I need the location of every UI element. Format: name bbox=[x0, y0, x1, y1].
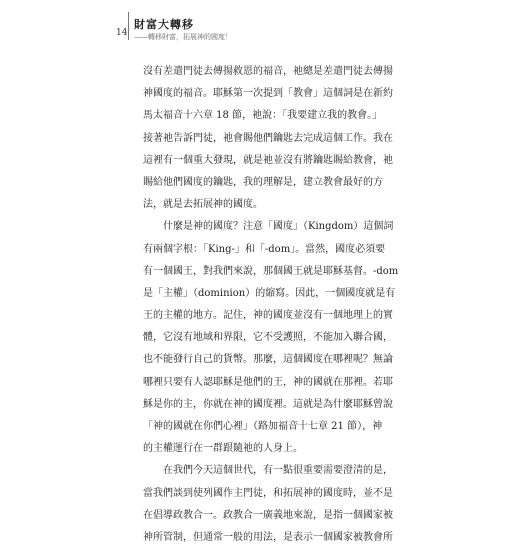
running-head-title: 財富大轉移 bbox=[134, 18, 194, 31]
text-line: 也不能發行自己的貨幣。那麼，這個國度在哪裡呢？無論 bbox=[143, 354, 393, 366]
text-line: 是「主權」（dominion）的縮寫。因此，一個國度就是有 bbox=[143, 287, 396, 299]
paragraph-3 bbox=[143, 460, 393, 549]
text-line: 神國度的福音。耶穌第一次提到「教會」這個詞是在新約 bbox=[143, 88, 393, 100]
text-line: 「神的國就在你們心裡」（路加福音十七章 21 節），神 bbox=[143, 421, 383, 432]
text-line: 有一個國王，對我們來說，那個國王就是耶穌基督。-dom bbox=[143, 265, 399, 277]
text-line: 神所管制，但通常一般的用法，是表示一個國家被教會所 bbox=[143, 531, 393, 543]
text-line: 什麼是神的國度？注意「國度」（Kingdom）這個詞 bbox=[163, 221, 394, 233]
text-line: 的主權運行在一群跟隨祂的人身上。 bbox=[143, 443, 303, 455]
paragraph-2 bbox=[143, 216, 399, 460]
text-line: 體，它沒有地域和界限，它不受護照，不能加入聯合國， bbox=[143, 332, 393, 344]
running-head-subtitle: ——轉移財富，拓展神的國度！ bbox=[134, 33, 232, 41]
text-line: 有兩個字根：「King-」和「-dom」。當然，國度必須要 bbox=[143, 243, 386, 255]
text-line: 穌是你的主，你就在神的國度裡。這就是為什麼耶穌曾說 bbox=[143, 398, 393, 410]
text-line: 在我們今天這個世代，有一點很重要需要澄清的是， bbox=[163, 465, 393, 477]
text-line: 沒有差遣門徒去傳揚救恩的福音，祂總是差遣門徒去傳揚 bbox=[143, 66, 393, 77]
text-line: 在倡導政教合一。政教合一廣義地來說，是指一個國家被 bbox=[143, 509, 393, 521]
body-text bbox=[143, 61, 399, 549]
text-line: 當我們談到使列國作主門徒，和拓展神的國度時，並不是 bbox=[143, 487, 393, 499]
text-line: 王的主權的地方。記住，神的國度並沒有一個地理上的實 bbox=[143, 310, 393, 322]
paragraph-1 bbox=[143, 61, 393, 216]
text-line: 這裡有一個重大發現，就是祂並沒有將鑰匙賜給教會，祂 bbox=[143, 154, 393, 166]
text-line: 哪裡只要有人認耶穌是他們的王，神的國就在那裡。若耶 bbox=[143, 376, 393, 388]
text-line: 法，就是去拓展神的國度。 bbox=[143, 199, 263, 211]
text-line: 接著祂告訴門徒，祂會賜他們鑰匙去完成這個工作。我在 bbox=[143, 132, 393, 144]
header-divider bbox=[128, 12, 129, 40]
text-line: 馬太福音十六章 18 節，祂說：「我要建立我的教會。」 bbox=[143, 110, 383, 122]
text-line: 賜給他們國度的鑰匙，我的理解是，建立教會最好的方 bbox=[143, 176, 383, 188]
page-number: 14 bbox=[116, 28, 128, 38]
